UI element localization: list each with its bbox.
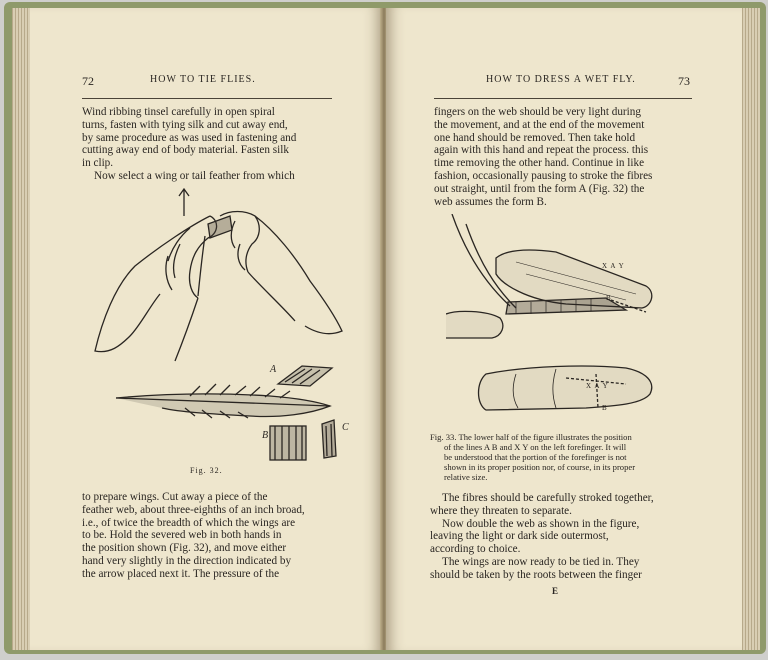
figure-32-caption: Fig. 32. [190, 466, 223, 475]
text-line: Now double the web as shown in the figure, [442, 517, 640, 530]
left-page [30, 8, 382, 650]
caption-line: relative size. [444, 472, 488, 482]
text-line: cutting away end of body material. Fasten silk [82, 144, 289, 157]
text-line: should be taken by the roots between the finger [430, 568, 642, 581]
text-line: web assumes the form B. [434, 195, 547, 208]
text-line: The wings are now ready to be tied in. They [442, 555, 640, 568]
left-page-number: 72 [82, 74, 94, 88]
text-line: fashion, occasionally pausing to stroke the fibres [434, 169, 653, 182]
text-line: leaving the light or dark side outermost, [430, 530, 609, 543]
fig33-label-xay-bottom: X A Y [586, 382, 609, 390]
text-line: time removing the other hand. Continue in like [434, 157, 645, 170]
text-line: the arrow placed next it. The pressure of the [82, 567, 280, 580]
caption-line: of the lines A B and X Y on the left forefinger. It will [444, 442, 627, 452]
text-line: one hand should be removed. Then take hold [434, 131, 636, 144]
figure-32-illustration [80, 186, 380, 466]
right-bottom-paragraph [430, 492, 654, 582]
text-line: turns, fasten with tying silk and cut away end, [82, 118, 288, 131]
fig33-label-xay-top: X A Y [602, 262, 625, 270]
text-line: to prepare wings. Cut away a piece of the [82, 491, 268, 503]
text-line: out straight, until from the form A (Fig. 32) the [434, 182, 645, 195]
text-line: by same procedure as was used in fastening and [82, 131, 297, 144]
left-running-head [30, 74, 382, 88]
fig32-label-a: A [270, 364, 278, 375]
fig33-label-b-bottom: B [602, 404, 608, 412]
right-top-paragraph [434, 106, 652, 208]
right-header-rule [434, 98, 692, 99]
text-line: fingers on the web should be very light during [434, 106, 641, 118]
left-header-title: HOW TO TIE FLIES. [150, 74, 256, 85]
signature-mark: E [552, 586, 559, 596]
fig33-label-b-top: B [606, 294, 612, 302]
figure-33-illustration [446, 214, 736, 430]
fig32-label-b: B [262, 430, 270, 441]
text-line: again with this hand and repeat the process. this [434, 144, 649, 157]
text-line: The fibres should be carefully stroked together, [442, 492, 654, 504]
text-line: in clip. [82, 157, 114, 170]
left-bottom-paragraph [82, 491, 305, 581]
text-line: Wind ribbing tinsel carefully in open spiral [82, 106, 275, 118]
right-page-edges [740, 8, 760, 650]
text-line: hand very slightly in the direction indicated by [82, 554, 292, 567]
text-line: where they threaten to separate. [430, 504, 572, 517]
caption-line: shown in its proper position nor, of course, in its proper [444, 462, 636, 472]
right-page [386, 8, 742, 650]
text-line: the position shown (Fig. 32), and move either [82, 542, 287, 555]
fig32-label-c: C [342, 422, 350, 433]
text-line: according to choice. [430, 543, 521, 556]
caption-line: be understood that the portion of the forefinger is not [444, 452, 627, 462]
text-line: the movement, and at the end of the movement [434, 118, 645, 131]
text-line: Now select a wing or tail feather from which [94, 169, 295, 182]
text-line: feather web, about three-eighths of an inch broad, [82, 503, 305, 516]
right-page-number: 73 [678, 74, 690, 88]
caption-line: Fig. 33. The lower half of the figure illustrates the position [430, 432, 632, 442]
right-running-head [386, 74, 742, 88]
right-header-title: HOW TO DRESS A WET FLY. [486, 74, 636, 85]
left-header-rule [82, 98, 332, 99]
text-line: i.e., of twice the breadth of which the wings are [82, 516, 296, 529]
figure-33-caption [430, 432, 635, 482]
left-top-paragraph [82, 106, 296, 183]
text-line: to be. Hold the severed web in both hands in [82, 529, 282, 542]
